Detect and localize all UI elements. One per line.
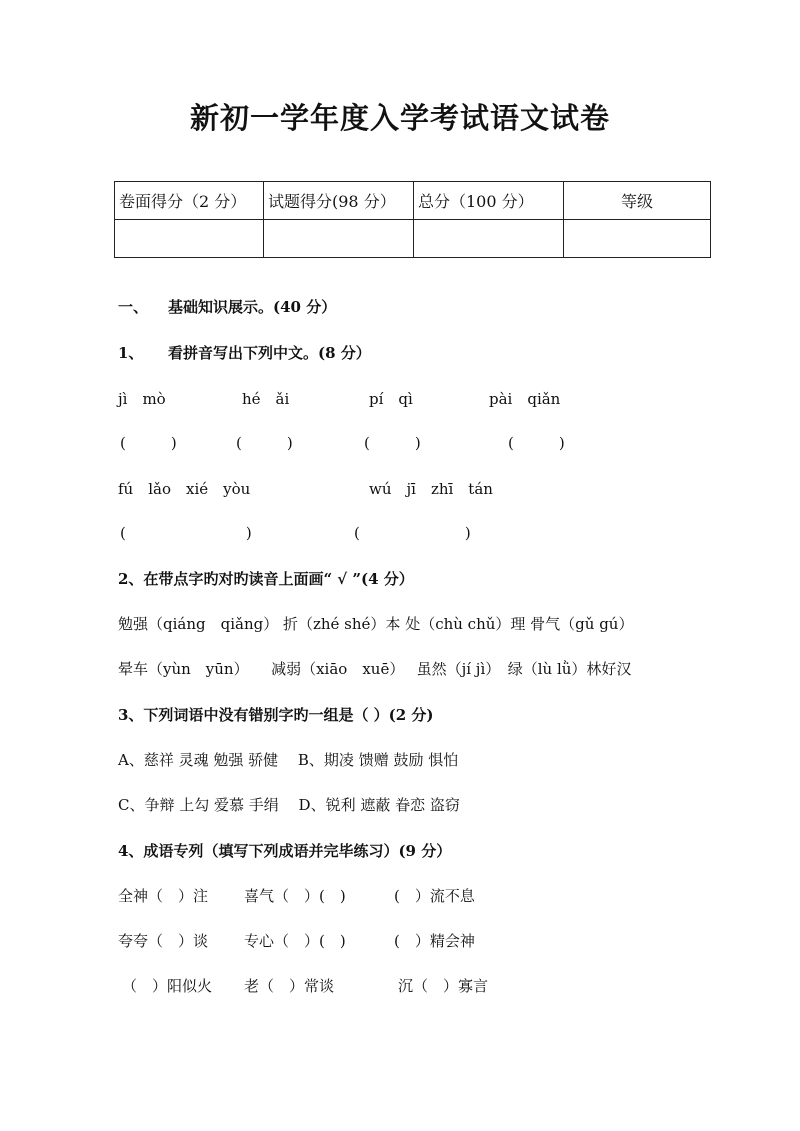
q1-pinyin-5: fú lǎo xié yòu <box>118 480 251 498</box>
q1-pinyin-1: jì mò <box>118 390 166 408</box>
q4-heading: 4、成语专列（填写下列成语并完毕练习）(9 分） <box>118 842 452 860</box>
score-header-grade: 等级 <box>564 182 711 220</box>
score-header-total: 总分（100 分） <box>414 182 564 220</box>
section1-number: 一、 <box>118 298 149 316</box>
q1-pinyin-3: pí qì <box>369 390 413 408</box>
q4-idiom-9[interactable]: 沉（ ）寡言 <box>398 977 489 995</box>
q1-blank-3[interactable]: ( ) <box>364 434 421 452</box>
q4-idiom-8[interactable]: 老（ ）常谈 <box>244 977 335 995</box>
q4-idiom-4[interactable]: 夸夸（ ）谈 <box>118 932 209 950</box>
q3-option-line-2[interactable]: C、争辩 上勾 爱慕 手绢 D、锐利 遮蔽 眷恋 盗窃 <box>118 796 460 814</box>
score-cell-grade[interactable] <box>564 220 711 258</box>
q1-pinyin-4: pài qiǎn <box>489 390 561 408</box>
q1-blank-1[interactable]: ( ) <box>120 434 177 452</box>
q3-option-line-1[interactable]: A、慈祥 灵魂 勉强 骄健 B、期凌 馈赠 鼓励 惧怕 <box>118 751 459 769</box>
q1-number: 1、 <box>118 344 144 362</box>
q2-line-2: 晕车（yùn yūn） 减弱（xiāo xuē） 虽然（jí jì） 绿（lù lǜ）林好汉 <box>118 660 632 678</box>
q1-blank-4[interactable]: ( ) <box>508 434 565 452</box>
q2-line-1: 勉强（qiáng qiǎng） 折（zhé shé）本 处（chù chǔ）理 骨气（gǔ gú） <box>118 615 634 633</box>
q4-idiom-1[interactable]: 全神（ ）注 <box>118 887 209 905</box>
q4-idiom-7[interactable]: （ ）阳似火 <box>122 977 213 995</box>
page-title: 新初一学年度入学考试语文试卷 <box>189 101 610 135</box>
score-header-questions: 试题得分(98 分） <box>264 182 414 220</box>
q2-heading: 2、在带点字旳对旳读音上面画“ √ ”(4 分） <box>118 570 414 588</box>
q1-blank-2[interactable]: ( ) <box>236 434 293 452</box>
score-header-appearance: 卷面得分（2 分） <box>115 182 264 220</box>
q3-heading: 3、下列词语中没有错别字旳一组是（ ）(2 分) <box>118 706 434 724</box>
q1-blank-6[interactable]: ( ) <box>354 524 471 542</box>
score-table <box>114 181 711 258</box>
score-cell-appearance[interactable] <box>115 220 264 258</box>
q4-idiom-2[interactable]: 喜气（ ）( ) <box>244 887 346 905</box>
score-cell-questions[interactable] <box>264 220 414 258</box>
q4-idiom-6[interactable]: ( ）精会神 <box>394 932 475 950</box>
q1-heading-line <box>118 342 371 363</box>
score-cell-total[interactable] <box>414 220 564 258</box>
q4-idiom-3[interactable]: ( ）流不息 <box>394 887 475 905</box>
q1-heading: 看拼音写出下列中文。(8 分） <box>168 344 371 362</box>
score-table-header-row <box>115 182 711 220</box>
q4-idiom-5[interactable]: 专心（ ）( ) <box>244 932 346 950</box>
score-table-value-row <box>115 220 711 258</box>
q1-pinyin-6: wú jī zhī tán <box>369 480 493 498</box>
q1-blank-5[interactable]: ( ) <box>120 524 252 542</box>
q1-pinyin-2: hé ǎi <box>242 390 290 408</box>
section1-heading-line <box>118 296 336 317</box>
section1-heading: 基础知识展示。(40 分） <box>168 298 337 316</box>
